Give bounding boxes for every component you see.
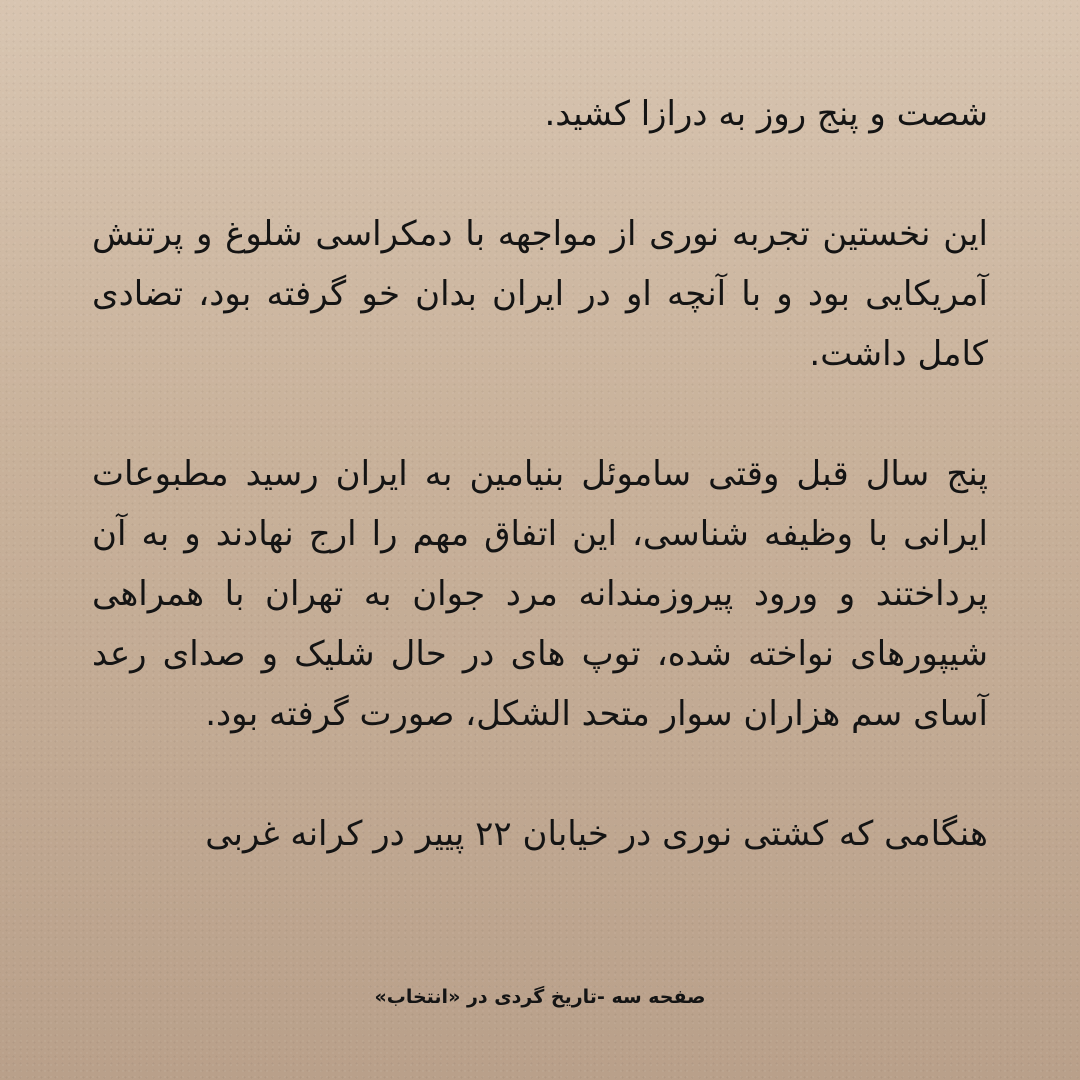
paragraph-3: پنج سال قبل وقتی ساموئل بنیامین به ایران رسید مطبوعات ایرانی با وظیفه شناسی، این اتفاق مهم را ارج نهادند و به آن پرداختند و ورود پیروزمندانه مرد جوان به تهران با همراهی شیپورهای نواخته شده، توپ های در حال شلیک و صدای رعد آسای سم هزاران سوار متحد الشکل، صورت گرفته بود. (92, 454, 988, 734)
paragraph-4: هنگامی که کشتی نوری در خیابان ۲۲ پییر در کرانه غربی (205, 814, 988, 854)
paragraph-1: شصت و پنج روز به درازا کشید. (544, 94, 988, 134)
page-footer: صفحه سه -تاریخ گردی در «انتخاب» (374, 986, 706, 1008)
paragraph-2: این نخستین تجربه نوری از مواجهه با دمکراسی شلوغ و پرتنش آمریکایی بود و با آنچه او در ایران بدان خو گرفته بود، تضادی کامل داشت. (92, 214, 988, 374)
article-body (92, 84, 988, 864)
